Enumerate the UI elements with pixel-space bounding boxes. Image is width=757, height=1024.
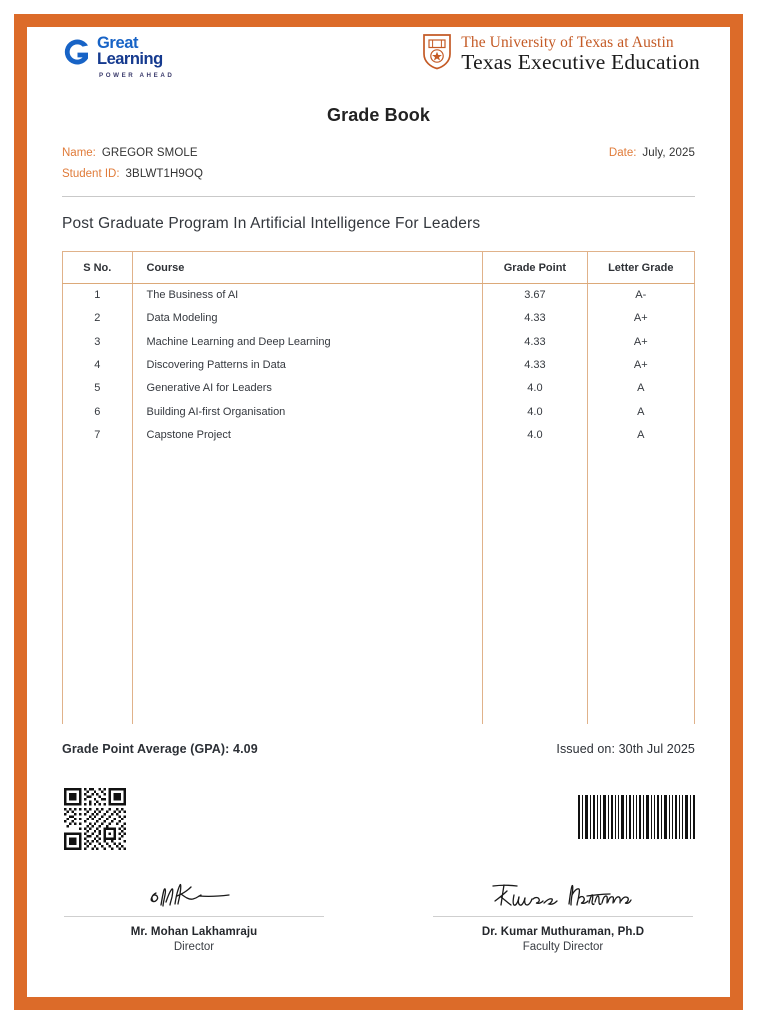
cell-empty: [63, 447, 133, 724]
ut-shield-icon: [422, 33, 452, 75]
signature-block-faculty-director: [433, 872, 693, 953]
signature-ink-kumar-muthuraman: [433, 872, 693, 914]
column-header-letter-grade: Letter Grade: [587, 252, 694, 284]
ut-line-2: Texas Executive Education: [461, 49, 700, 74]
signatory-role: Faculty Director: [522, 940, 604, 953]
great-learning-logo: [62, 35, 174, 79]
cell-letter-grade: A-: [587, 284, 694, 307]
name-value: GREGOR SMOLE: [101, 147, 198, 159]
program-name: Post Graduate Program In Artificial Intelligence For Leaders: [62, 215, 481, 232]
cell-course: Building AI-first Organisation: [132, 400, 483, 423]
gpa-text: Grade Point Average (GPA): 4.09: [62, 741, 258, 756]
signature-line: [433, 916, 693, 917]
meta-row-student-id: [62, 168, 695, 189]
cell-course: The Business of AI: [132, 284, 483, 307]
grades-table: [62, 251, 695, 724]
great-learning-wordmark: [97, 35, 174, 79]
cell-empty: [587, 447, 694, 724]
cell-grade-point: 3.67: [483, 284, 587, 307]
table-row: [63, 353, 695, 376]
cell-letter-grade: A: [587, 400, 694, 423]
qr-code: [64, 788, 126, 855]
gl-line-2: Learning: [97, 50, 163, 68]
cell-letter-grade: A: [587, 423, 694, 446]
barcode: [577, 795, 695, 844]
signatory-name: Dr. Kumar Muthuraman, Ph.D: [481, 925, 645, 938]
table-header-row: [63, 252, 695, 284]
cell-sno: 3: [63, 330, 133, 353]
cell-sno: 1: [63, 284, 133, 307]
ut-austin-wordmark: [461, 35, 700, 73]
table-empty-space: [63, 447, 695, 724]
cell-grade-point: 4.0: [483, 400, 587, 423]
cell-sno: 7: [63, 423, 133, 446]
cell-course: Data Modeling: [132, 307, 483, 330]
codes-row: [62, 788, 695, 850]
grades-table-head: [63, 252, 695, 284]
cell-letter-grade: A+: [587, 307, 694, 330]
date-value: July, 2025: [642, 147, 695, 159]
logo-header-row: [45, 27, 712, 89]
meta-row-date: [609, 147, 695, 159]
grades-table-wrapper: [62, 251, 695, 724]
student-meta-block: [45, 147, 712, 192]
gl-line-1: Great: [97, 34, 139, 52]
table-row: [63, 400, 695, 423]
cell-empty: [483, 447, 587, 724]
signature-line: [64, 916, 324, 917]
table-row: [63, 377, 695, 400]
column-header-course: Course: [132, 252, 483, 284]
cell-course: Discovering Patterns in Data: [132, 353, 483, 376]
great-learning-g-icon: [62, 36, 92, 73]
cell-grade-point: 4.0: [483, 377, 587, 400]
table-row: [63, 330, 695, 353]
cell-sno: 2: [63, 307, 133, 330]
cell-course: Generative AI for Leaders: [132, 377, 483, 400]
document-content: [27, 27, 730, 997]
table-row: [63, 284, 695, 307]
header-divider: [62, 196, 695, 197]
gl-tagline: POWER AHEAD: [99, 72, 175, 79]
cell-sno: 6: [63, 400, 133, 423]
grades-table-body: [63, 284, 695, 724]
cell-grade-point: 4.0: [483, 423, 587, 446]
ut-austin-logo: [422, 33, 700, 75]
meta-row-name: [62, 147, 695, 168]
signatures-row: [62, 872, 695, 953]
cell-grade-point: 4.33: [483, 330, 587, 353]
cell-course: Machine Learning and Deep Learning: [132, 330, 483, 353]
cell-empty: [132, 447, 483, 724]
cell-grade-point: 4.33: [483, 353, 587, 376]
cell-sno: 4: [63, 353, 133, 376]
cell-course: Capstone Project: [132, 423, 483, 446]
cell-letter-grade: A+: [587, 353, 694, 376]
column-header-grade-point: Grade Point: [483, 252, 587, 284]
student-id-value: 3BLWT1H9OQ: [125, 168, 204, 180]
issued-on-text: Issued on: 30th Jul 2025: [556, 741, 695, 756]
signature-block-director: [64, 872, 324, 953]
cell-grade-point: 4.33: [483, 307, 587, 330]
student-id-label: Student ID:: [62, 168, 120, 180]
summary-row: [62, 742, 695, 760]
table-row: [63, 307, 695, 330]
page-title: Grade Book: [326, 105, 431, 125]
cell-letter-grade: A: [587, 377, 694, 400]
date-label: Date:: [608, 147, 637, 159]
signature-ink-mohan-lakhamraju: [64, 872, 324, 914]
ut-line-1: The University of Texas at Austin: [461, 34, 674, 51]
column-header-sno: S No.: [63, 252, 133, 284]
cell-sno: 5: [63, 377, 133, 400]
table-row: [63, 423, 695, 446]
name-label: Name:: [62, 147, 96, 159]
cell-letter-grade: A+: [587, 330, 694, 353]
signatory-role: Director: [173, 940, 215, 953]
signatory-name: Mr. Mohan Lakhamraju: [130, 925, 258, 938]
